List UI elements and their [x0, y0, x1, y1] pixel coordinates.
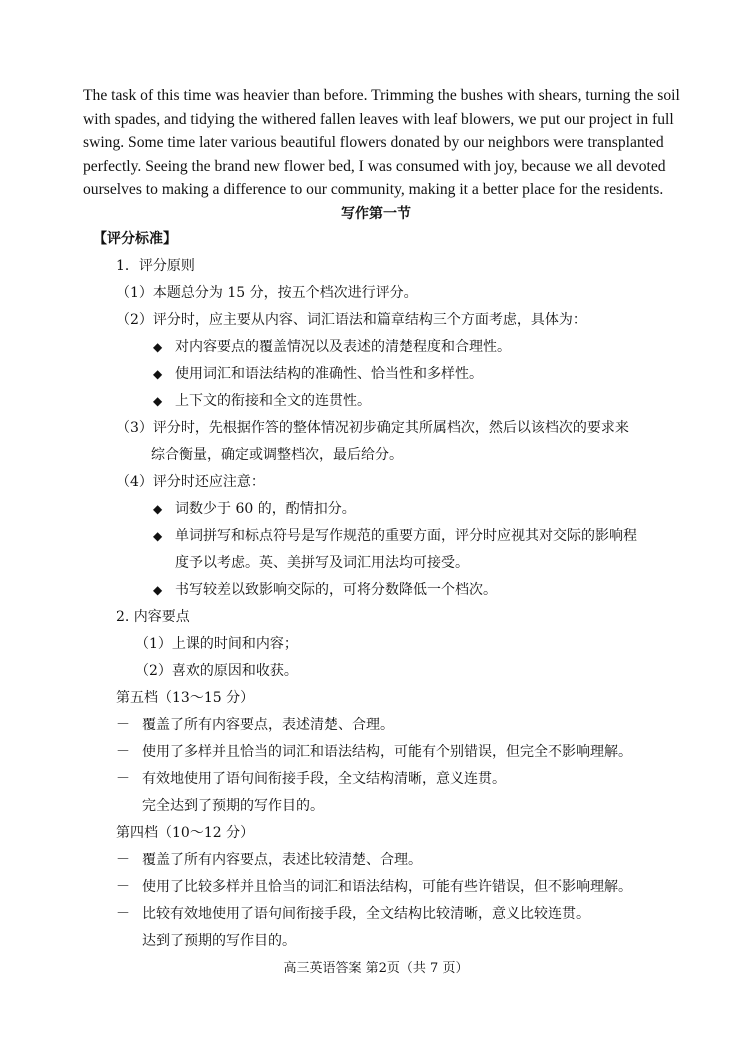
grade-item-text: 覆盖了所有内容要点，表述比较清楚、合理。: [142, 852, 422, 868]
grade-4-item: [116, 905, 590, 923]
page-footer: 高三英语答案 第2页（共 7 页）: [283, 961, 469, 976]
grade-item-text: 使用了比较多样并且恰当的词汇和语法结构，可能有些许错误，但不影响理解。: [142, 879, 632, 895]
principle-2-bullet: [153, 365, 483, 383]
paragraph-line: ourselves to making a difference to our community, making it a better place for the residents.: [83, 181, 664, 199]
principle-2: （2）评分时，应主要从内容、词汇语法和篇章结构三个方面考虑，具体为：: [116, 312, 587, 328]
section-title: 写作第一节: [341, 206, 411, 222]
grade-5-heading: 第五档（13～15 分）: [116, 690, 255, 706]
grade-5-item: [116, 743, 632, 761]
grade-item-text: 覆盖了所有内容要点，表述清楚、合理。: [142, 717, 394, 733]
principle-2-bullet: [153, 338, 511, 356]
paragraph-line: swing. Some time later various beautiful flowers donated by our neighbors were transplanted: [83, 134, 664, 152]
diamond-bullet-icon: ◆: [153, 583, 163, 597]
grade-item-text: 使用了多样并且恰当的词汇和语法结构，可能有个别错误，但完全不影响理解。: [142, 744, 632, 760]
grade-4-summary: 达到了预期的写作目的。: [142, 933, 296, 949]
dash-bullet-icon: －: [116, 906, 130, 922]
content-points-heading: 2. 内容要点: [116, 609, 190, 625]
english-sample-paragraph: [83, 84, 680, 202]
grade-4-heading: 第四档（10～12 分）: [116, 825, 255, 841]
content-point-item: （2）喜欢的原因和收获。: [135, 663, 298, 679]
grade-5-item: [116, 770, 506, 788]
grade-5-item: [116, 716, 394, 734]
grade-4-item: [116, 878, 632, 896]
dash-bullet-icon: －: [116, 771, 130, 787]
grade-item-text: 有效地使用了语句间衔接手段，全文结构清晰，意义连贯。: [142, 771, 506, 787]
grade-5-summary: 完全达到了预期的写作目的。: [142, 798, 324, 814]
paragraph-line: perfectly. Seeing the brand new flower bed, I was consumed with joy, because we all devoted: [83, 157, 666, 175]
bullet-text: 上下文的衔接和全文的连贯性。: [175, 393, 371, 409]
diamond-bullet-icon: ◆: [153, 367, 163, 381]
principle-1: （1）本题总分为 15 分，按五个档次进行评分。: [116, 285, 418, 301]
principle-4-bullet: [153, 581, 497, 599]
principles-heading: 1．评分原则: [116, 258, 195, 274]
diamond-bullet-icon: ◆: [153, 340, 163, 354]
dash-bullet-icon: －: [116, 852, 130, 868]
content-point-item: （1）上课的时间和内容；: [135, 636, 298, 652]
bullet-text: 词数少于 60 的，酌情扣分。: [175, 501, 356, 517]
paragraph-line: with spades, and tidying the withered fallen leaves with leaf blowers, we put our project in full: [83, 110, 674, 128]
bullet-text: 对内容要点的覆盖情况以及表述的清楚程度和合理性。: [175, 339, 511, 355]
dash-bullet-icon: －: [116, 879, 130, 895]
diamond-bullet-icon: ◆: [153, 502, 163, 516]
criteria-heading: 【评分标准】: [93, 231, 177, 247]
bullet-text: 单词拼写和标点符号是写作规范的重要方面，评分时应视其对交际的影响程: [175, 528, 637, 544]
diamond-bullet-icon: ◆: [153, 394, 163, 408]
paragraph-line: The task of this time was heavier than before. Trimming the bushes with shears, turning the soil: [83, 87, 680, 104]
principle-2-bullet: [153, 392, 371, 410]
grade-4-item: [116, 851, 422, 869]
grade-item-text: 比较有效地使用了语句间衔接手段，全文结构比较清晰，意义比较连贯。: [142, 906, 590, 922]
principle-4-bullet: [153, 527, 637, 545]
principle-4-bullet-continuation: 度予以考虑。英、美拼写及词汇用法均可接受。: [175, 555, 469, 571]
principle-3-line-1: （3）评分时，先根据作答的整体情况初步确定其所属档次，然后以该档次的要求来: [116, 420, 629, 436]
dash-bullet-icon: －: [116, 717, 130, 733]
principle-4-bullet: [153, 500, 356, 518]
bullet-text: 使用词汇和语法结构的准确性、恰当性和多样性。: [175, 366, 483, 382]
bullet-text: 书写较差以致影响交际的，可将分数降低一个档次。: [175, 582, 497, 598]
diamond-bullet-icon: ◆: [153, 529, 163, 543]
dash-bullet-icon: －: [116, 744, 130, 760]
principle-3-line-2: 综合衡量，确定或调整档次，最后给分。: [151, 447, 403, 463]
principle-4: （4）评分时还应注意：: [116, 474, 265, 490]
